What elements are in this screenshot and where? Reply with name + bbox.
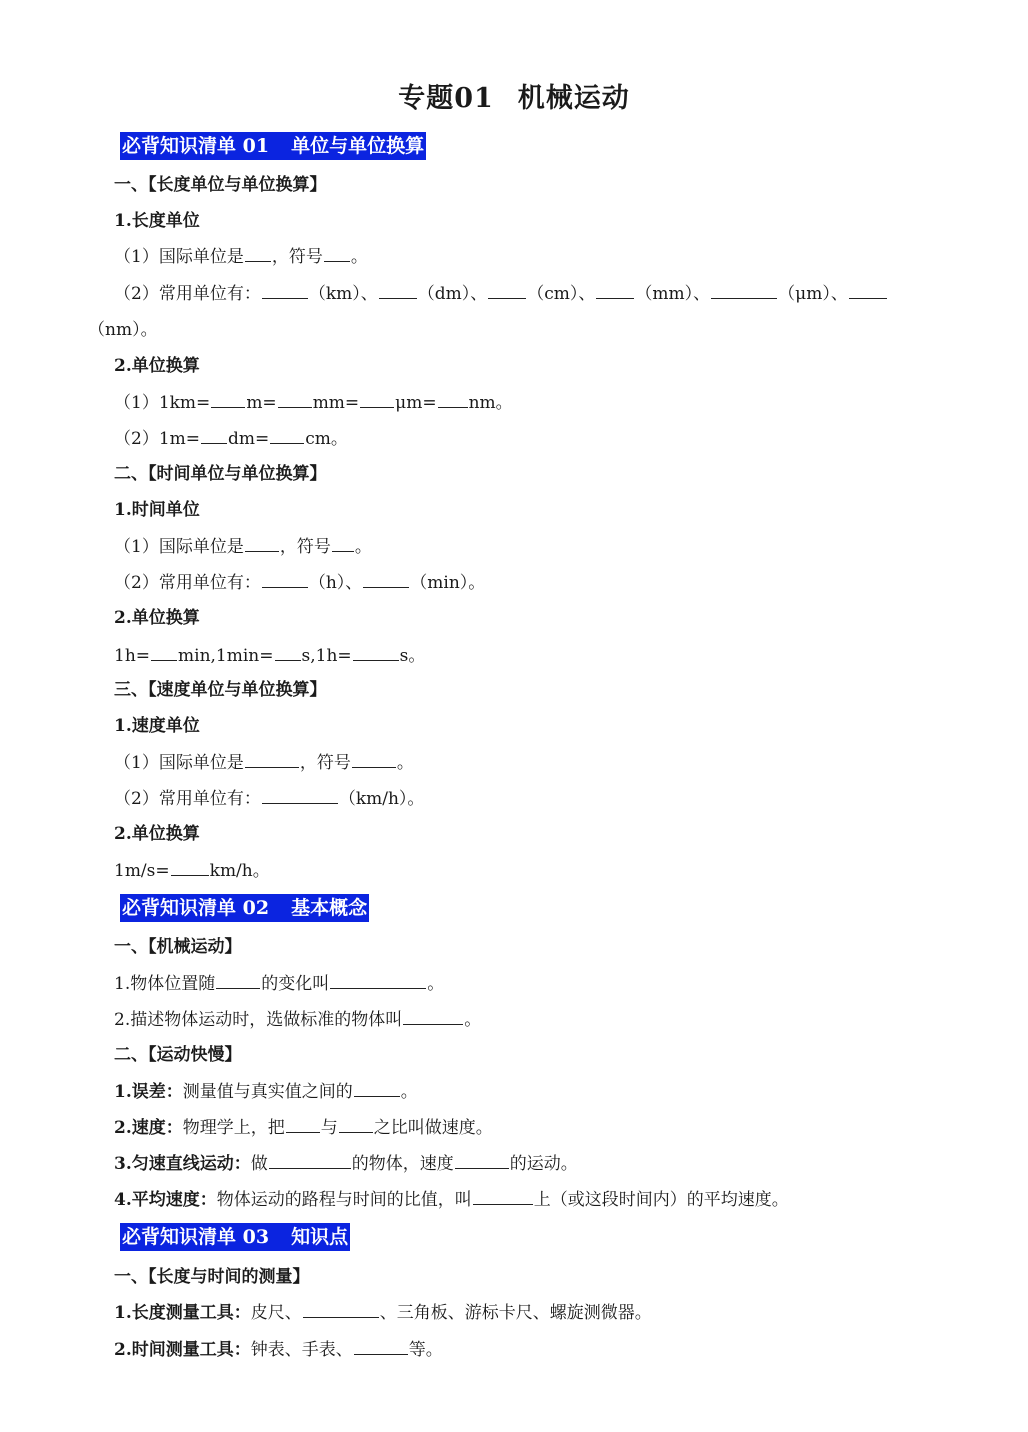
- text-segment: dm=: [228, 429, 270, 449]
- text-segment: （1）1km=: [114, 393, 211, 413]
- text-segment: 上（或这段时间内）的平均速度。: [533, 1190, 789, 1210]
- text-segment: nm。: [468, 393, 513, 413]
- line-average-speed: [114, 1188, 789, 1212]
- blank[interactable]: [324, 245, 350, 262]
- text-segment: 测量值与真实值之间的: [182, 1082, 353, 1102]
- blank[interactable]: [379, 282, 417, 299]
- section-banner-03: [120, 1223, 350, 1251]
- text-segment: （1）国际单位是: [114, 537, 244, 557]
- blank[interactable]: [711, 282, 777, 299]
- blank[interactable]: [332, 535, 354, 552]
- text-segment: （2）1m=: [114, 429, 200, 449]
- text-segment: （min）。: [410, 573, 486, 593]
- blank[interactable]: [438, 391, 468, 408]
- text-segment: 。: [350, 247, 368, 267]
- line-motion-definition: [114, 972, 444, 996]
- text-segment: 等。: [408, 1340, 443, 1360]
- heading-speed-units: 三、【速度单位与单位换算】: [114, 680, 327, 700]
- heading-mechanical-motion: 一、【机械运动】: [114, 937, 242, 957]
- blank[interactable]: [269, 1152, 351, 1169]
- text-segment: ，符号: [271, 247, 323, 267]
- text-segment: 的运动。: [509, 1154, 578, 1174]
- line-speed-definition: [114, 1116, 493, 1140]
- page-title: [0, 76, 1028, 115]
- section-name: 知识点: [291, 1226, 349, 1248]
- text-segment: （μm）、: [778, 284, 848, 304]
- section-name: 单位与单位换算: [291, 135, 425, 157]
- text-segment: cm。: [305, 429, 348, 449]
- blank[interactable]: [245, 535, 279, 552]
- line-speed-conversion: [114, 859, 270, 883]
- heading-motion-speed: 二、【运动快慢】: [114, 1045, 242, 1065]
- blank[interactable]: [262, 571, 308, 588]
- subheading-speed-unit: 1.速度单位: [114, 716, 200, 736]
- section-label: 必背知识清单 01: [122, 135, 270, 157]
- text-segment: （2）常用单位有：: [114, 789, 261, 809]
- text-segment: 物理学上，把: [182, 1118, 285, 1138]
- title-name: 机械运动: [517, 83, 630, 114]
- blank[interactable]: [216, 972, 260, 989]
- text-segment: （dm）、: [417, 284, 488, 304]
- blank[interactable]: [455, 1152, 509, 1169]
- line-time-si: [114, 535, 372, 559]
- subheading-length-unit: 1.长度单位: [114, 211, 200, 231]
- heading-time-units: 二、【时间单位与单位换算】: [114, 464, 327, 484]
- blank[interactable]: [360, 391, 394, 408]
- blank[interactable]: [330, 972, 426, 989]
- line-km-conversion: [114, 391, 513, 415]
- text-segment: 2.速度：: [114, 1118, 183, 1138]
- text-segment: μm=: [395, 393, 437, 413]
- subheading-time-unit: 1.时间单位: [114, 500, 200, 520]
- text-segment: mm=: [312, 393, 360, 413]
- line-length-common: [114, 282, 888, 306]
- text-segment: 皮尺、: [250, 1303, 302, 1323]
- text-segment: m=: [246, 393, 277, 413]
- text-segment: 3.匀速直线运动：: [114, 1154, 251, 1174]
- text-segment: 物体运动的路程与时间的比值，叫: [216, 1190, 472, 1210]
- heading-length-units: 一、【长度单位与单位换算】: [114, 175, 327, 195]
- text-segment: （1）国际单位是: [114, 247, 244, 267]
- subheading-speed-conversion: 2.单位换算: [114, 824, 200, 844]
- blank[interactable]: [286, 1116, 320, 1133]
- blank[interactable]: [339, 1116, 373, 1133]
- line-m-conversion: [114, 427, 348, 451]
- blank[interactable]: [353, 644, 399, 661]
- text-segment: 1m/s=: [114, 861, 170, 881]
- text-segment: ，符号: [279, 537, 331, 557]
- blank[interactable]: [245, 245, 271, 262]
- subheading-length-conversion: 2.单位换算: [114, 356, 200, 376]
- text-segment: 1.物体位置随: [114, 974, 216, 994]
- text-segment: 的物体，速度: [351, 1154, 454, 1174]
- blank[interactable]: [849, 282, 887, 299]
- line-time-common: [114, 571, 485, 595]
- line-time-conversion: [114, 644, 425, 668]
- line-time-tools: [114, 1338, 443, 1362]
- text-segment: s,1h=: [301, 646, 352, 666]
- section-banner-02: [120, 894, 369, 922]
- blank[interactable]: [303, 1301, 379, 1318]
- blank[interactable]: [278, 391, 312, 408]
- text-segment: 1.长度测量工具：: [114, 1303, 251, 1323]
- text-segment: （2）常用单位有：: [114, 284, 261, 304]
- text-segment: 。: [354, 537, 372, 557]
- blank[interactable]: [473, 1188, 533, 1205]
- blank[interactable]: [211, 391, 245, 408]
- line-error: [114, 1080, 418, 1104]
- line-reference-object: [114, 1008, 481, 1032]
- blank[interactable]: [363, 571, 409, 588]
- text-segment: （nm）。: [88, 320, 158, 340]
- text-segment: 做: [250, 1154, 268, 1174]
- title-prefix: 专题: [398, 83, 455, 114]
- text-segment: 。: [427, 974, 445, 994]
- blank[interactable]: [275, 644, 301, 661]
- heading-measurement: 一、【长度与时间的测量】: [114, 1267, 310, 1287]
- text-segment: （2）常用单位有：: [114, 573, 261, 593]
- subheading-time-conversion: 2.单位换算: [114, 608, 200, 628]
- text-segment: （1）国际单位是: [114, 753, 244, 773]
- text-segment: min,1min=: [178, 646, 274, 666]
- text-segment: 2.描述物体运动时，选做标准的物体叫: [114, 1010, 403, 1030]
- text-segment: 的变化叫: [261, 974, 330, 994]
- blank[interactable]: [151, 644, 177, 661]
- text-segment: 、三角板、游标卡尺、螺旋测微器。: [379, 1303, 652, 1323]
- text-segment: （km/h）。: [338, 789, 425, 809]
- text-segment: （cm）、: [527, 284, 596, 304]
- text-segment: 钟表、手表、: [250, 1340, 353, 1360]
- text-segment: km/h。: [209, 861, 270, 881]
- line-speed-si: [114, 751, 414, 775]
- line-uniform-motion: [114, 1152, 578, 1176]
- blank[interactable]: [171, 859, 209, 876]
- text-segment: （km）、: [308, 284, 378, 304]
- text-segment: ，符号: [299, 753, 351, 773]
- text-segment: 2.时间测量工具：: [114, 1340, 251, 1360]
- text-segment: 1h=: [114, 646, 151, 666]
- title-number: 01: [454, 83, 494, 114]
- text-segment: 。: [464, 1010, 482, 1030]
- blank[interactable]: [403, 1008, 463, 1025]
- text-segment: 4.平均速度：: [114, 1190, 217, 1210]
- blank[interactable]: [596, 282, 634, 299]
- section-label: 必背知识清单 03: [122, 1226, 270, 1248]
- line-speed-common: [114, 787, 424, 811]
- blank[interactable]: [262, 282, 308, 299]
- section-name: 基本概念: [291, 897, 368, 919]
- blank[interactable]: [262, 787, 338, 804]
- blank[interactable]: [354, 1080, 400, 1097]
- text-segment: （h）、: [308, 573, 363, 593]
- blank[interactable]: [352, 751, 396, 768]
- text-segment: s。: [399, 646, 426, 666]
- text-segment: （mm）、: [635, 284, 711, 304]
- blank[interactable]: [270, 427, 304, 444]
- line-length-common-cont: [88, 318, 158, 342]
- section-label: 必背知识清单 02: [122, 897, 270, 919]
- line-length-tools: [114, 1301, 652, 1325]
- text-segment: 1.误差：: [114, 1082, 183, 1102]
- text-segment: 。: [400, 1082, 418, 1102]
- text-segment: 。: [396, 753, 414, 773]
- text-segment: 与: [320, 1118, 338, 1138]
- blank[interactable]: [488, 282, 526, 299]
- blank[interactable]: [245, 751, 299, 768]
- section-banner-01: [120, 132, 426, 160]
- line-length-si: [114, 245, 368, 269]
- text-segment: 之比叫做速度。: [373, 1118, 493, 1138]
- blank[interactable]: [201, 427, 227, 444]
- blank[interactable]: [354, 1338, 408, 1355]
